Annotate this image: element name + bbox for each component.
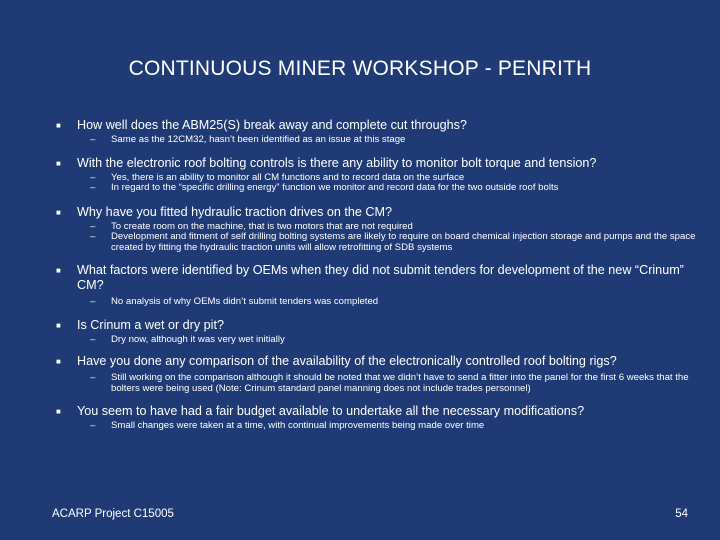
answer (90, 373, 696, 394)
answer-text: In regard to the “specific drilling energy” function we monitor and record data for the two outside roof bolts (111, 182, 559, 193)
dash-bullet-icon: – (90, 333, 96, 345)
qa-item (56, 318, 696, 346)
answer-list (90, 421, 696, 432)
question-text: With the electronic roof bolting controls is there any ability to monitor bolt torque and tension? (77, 155, 597, 170)
answer-text: Same as the 12CM32, hasn’t been identified as an issue at this stage (111, 134, 406, 145)
qa-item (56, 118, 696, 146)
answer-text: No analysis of why OEMs didn’t submit tenders was completed (111, 296, 379, 307)
answer (90, 232, 696, 253)
answer-list (90, 222, 696, 254)
dash-bullet-icon: – (90, 182, 96, 193)
question-text: Have you done any comparison of the availability of the electronically controlled roof bolting rigs? (77, 354, 617, 368)
square-bullet-icon: ■ (56, 121, 61, 130)
answer-list (90, 373, 696, 394)
question-text: Is Crinum a wet or dry pit? (77, 317, 224, 332)
footer-project-label: ACARP Project C15005 (52, 508, 174, 520)
square-bullet-icon: ■ (56, 207, 61, 217)
dash-bullet-icon: – (90, 420, 96, 431)
square-bullet-icon: ■ (56, 158, 61, 168)
answer-text: Yes, there is an ability to monitor all CM functions and to record data on the surface (111, 171, 465, 183)
answer (90, 183, 696, 194)
question (56, 156, 696, 171)
square-bullet-icon: ■ (56, 266, 61, 275)
question (56, 263, 696, 293)
question (56, 404, 696, 419)
answer-list (90, 135, 696, 146)
answer-text: To create room on the machine, that is two motors that are not required (111, 220, 413, 232)
qa-list (56, 118, 696, 432)
page-number: 54 (675, 508, 688, 520)
dash-bullet-icon: – (90, 220, 96, 232)
answer-list (90, 335, 696, 346)
dash-bullet-icon: – (90, 296, 96, 307)
square-bullet-icon: ■ (56, 320, 61, 330)
question-text: How well does the ABM25(S) break away and complete cut throughs? (77, 118, 467, 132)
qa-item (56, 404, 696, 432)
dash-bullet-icon: – (90, 231, 96, 242)
dash-bullet-icon: – (90, 372, 96, 383)
slide-title: CONTINUOUS MINER WORKSHOP - PENRITH (128, 57, 592, 80)
answer-list (90, 297, 696, 308)
qa-item (56, 156, 696, 194)
answer-list (90, 173, 696, 194)
question-text: You seem to have had a fair budget available to undertake all the necessary modifications? (77, 404, 585, 418)
answer-text: Dry now, although it was very wet initially (111, 333, 285, 345)
answer (90, 135, 696, 146)
dash-bullet-icon: – (90, 171, 96, 183)
answer-text: Development and fitment of self drilling bolting systems are likely to require on board chemical injection storage and pumps and the space created by fitting the hydraulic traction units will allow retrofitting of SDB systems (111, 231, 696, 253)
question-text: What factors were identified by OEMs when they did not submit tenders for development of the new “Crinum” CM? (77, 263, 684, 292)
square-bullet-icon: ■ (56, 357, 61, 366)
answer (90, 335, 696, 346)
qa-item (56, 354, 696, 394)
qa-item (56, 205, 696, 254)
question (56, 354, 696, 369)
answer-text: Small changes were taken at a time, with continual improvements being made over time (111, 420, 485, 431)
qa-item (56, 263, 696, 308)
answer-text: Still working on the comparison although it should be noted that we didn’t have to send a fitter into the panel for the first 6 weeks that the bolters were being used (Note: Crinum standard panel manning does not include trades personnel) (111, 372, 689, 394)
square-bullet-icon: ■ (56, 407, 61, 416)
answer (90, 297, 696, 308)
dash-bullet-icon: – (90, 134, 96, 145)
question (56, 118, 696, 133)
question (56, 205, 696, 220)
question (56, 318, 696, 333)
answer (90, 421, 696, 432)
question-text: Why have you fitted hydraulic traction drives on the CM? (77, 204, 392, 219)
